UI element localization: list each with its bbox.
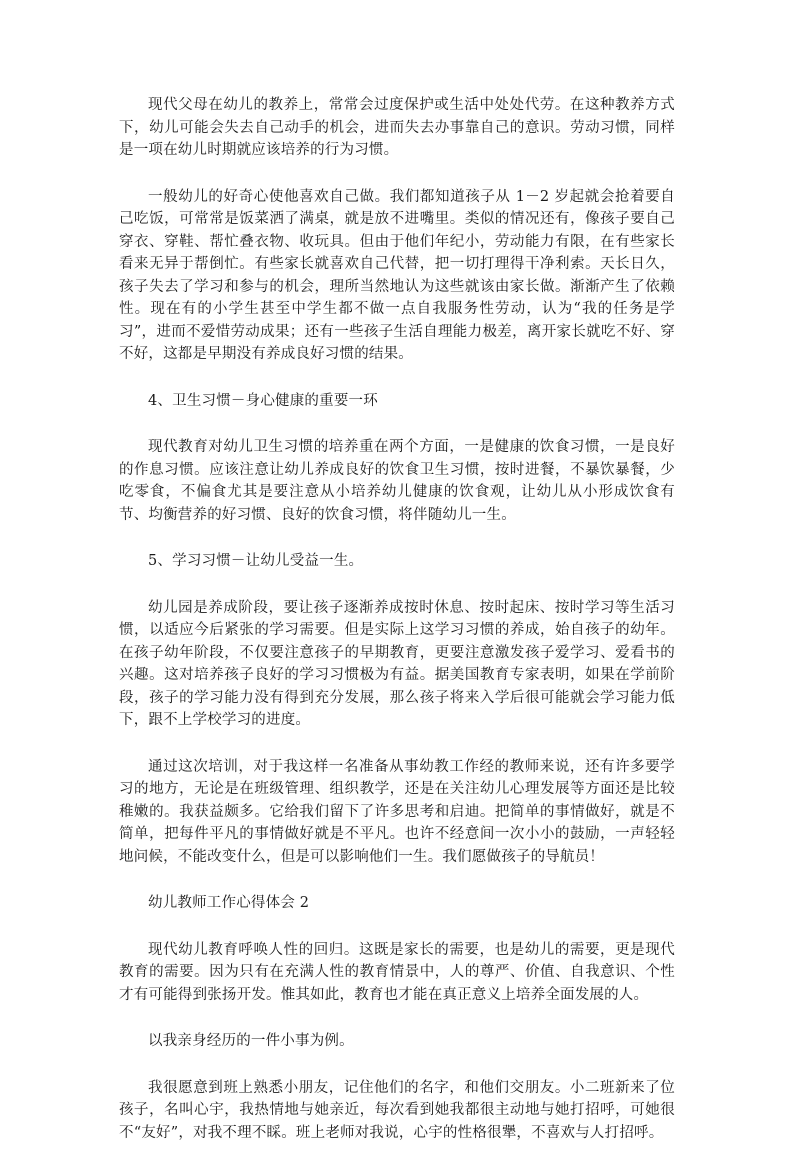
paragraph-labor-habit-intro: 现代父母在幼儿的教养上，常常会过度保护或生活中处处代劳。在这种教养方式下，幼儿可能会失去自己动手的机会，进而失去办事靠自己的意识。劳动习惯，同样是一项在幼儿时期就应该培养的行为习惯。	[119, 97, 675, 158]
paragraph-training: 通过这次培训，对于我这样一名准备从事幼教工作经的教师来说，还有许多要学习的地方，无论是在班级管理、组织教学，还是在关注幼儿心理发展等方面还是比较稚嫩的。我获益颇多。它给我们留下了许多思考和启迪。把简单的事情做好，就是不简单，把每件平凡的事情做好就是不平凡。也许不经意间一次小小的鼓励，一声轻轻地问候，不能改变什么，但是可以影响他们一生。我们愿做孩子的导航员！	[119, 758, 675, 865]
paragraph-curiosity: 一般幼儿的好奇心使他喜欢自己做。我们都知道孩子从 1－2 岁起就会抢着要自己吃饭，可常常是饭菜洒了满桌，就是放不进嘴里。类似的情况还有，像孩子要自己穿衣、穿鞋、帮忙叠衣物、收玩具。但由于他们年纪小，劳动能力有限，在有些家长看来无异于帮倒忙。有些家长就喜欢自己代替，把一切打理得干净利索。天长日久，孩子失去了学习和参与的机会，理所当然地认为这些就该由家长做。渐渐产生了依赖性。现在有的小学生甚至中学生都不做一点自我服务性劳动，认为“我的任务是学习”，进而不爱惜劳动成果；还有一些孩子生活自理能力极差，离开家长就吃不好、穿不好，这都是早期没有养成良好习惯的结果。	[119, 188, 675, 362]
paragraph-hygiene: 现代教育对幼儿卫生习惯的培养重在两个方面，一是健康的饮食习惯，一是良好的作息习惯。应该注意让幼儿养成良好的饮食卫生习惯，按时进餐，不暴饮暴餐，少吃零食，不偏食尤其是要注意从小培养幼儿健康的饮食观，让幼儿从小形成饮食有节、均衡营养的好习惯、良好的饮食习惯，将伴随幼儿一生。	[119, 439, 675, 523]
paragraph-study: 幼儿园是养成阶段，要让孩子逐渐养成按时休息、按时起床、按时学习等生活习惯，以适应今后紧张的学习需要。但是实际上这学习习惯的养成，始自孩子的幼年。在孩子幼年阶段，不仅要注意孩子的早期教育，更要注意激发孩子爱学习、爱看书的兴趣。这对培养孩子良好的学习习惯极为有益。据美国教育专家表明，如果在学前阶段，孩子的学习能力没有得到充分发展，那么孩子将来入学后很可能就会学习能力低下，跟不上学校学习的进度。	[119, 599, 675, 728]
paragraph-humanity: 现代幼儿教育呼唤人性的回归。这既是家长的需要，也是幼儿的需要，更是现代教育的需要。因为只有在充满人性的教育情景中，人的尊严、价值、自我意识、个性才有可能得到张扬开发。惟其如此，教育也才能在真正意义上培养全面发展的人。	[119, 941, 675, 1003]
paragraph-xinyu-story: 我很愿意到班上熟悉小朋友，记住他们的名字，和他们交朋友。小二班新来了位孩子，名叫心宇，我热情地与她亲近，每次看到她我都很主动地与她打招呼，可她很不“友好”，对我不理不睬。班上老师对我说，心宇的性格很犟，不喜欢与人打招呼。	[119, 1079, 675, 1141]
section-title-part-2: 幼儿教师工作心得体会 2	[148, 895, 310, 911]
section-heading-hygiene: 4、卫生习惯－身心健康的重要一环	[148, 392, 378, 409]
section-heading-study: 5、学习习惯－让幼儿受益一生。	[148, 553, 364, 569]
paragraph-example-intro: 以我亲身经历的一件小事为例。	[148, 1033, 354, 1049]
document-body	[119, 94, 675, 1168]
